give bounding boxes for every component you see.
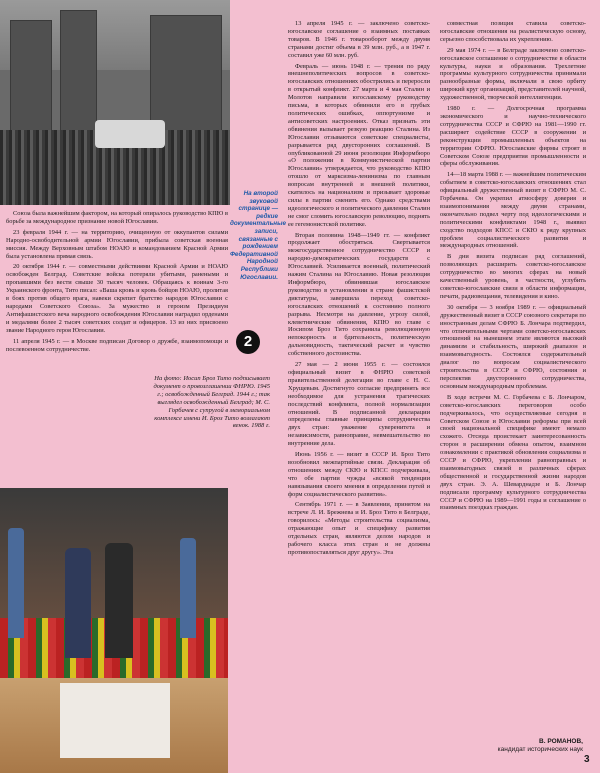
photo-caption: На фото: Иосип Броз Тито подписывает документ о провозглашении ФНРЮ. 1945 г.; освобожденный Белград. 1944 г.; так выглядел освобожденный Белград; М. С. Горбачев с супругой в мемориальном комплексе имени И. Броз Тито возлагают венок. 1988 г. bbox=[153, 375, 270, 430]
memorial-wreath-photo bbox=[0, 488, 228, 773]
left-paragraph: 11 апреля 1945 г. — в Москве подписан Договор о дружбе, взаимопомощи и послевоенном сотрудничестве. bbox=[6, 337, 228, 353]
left-paragraph: Союза была важнейшим фактором, на который опиралось руководство КПЮ в борьбе за международное признание новой Югославии. bbox=[6, 210, 228, 225]
middle-paragraph: 27 мая — 2 июня 1955 г. — состоялся официальный визит в ФНРЮ советской правительственной делегации во главе с Н. С. Хрущевым. Достигнуто согласие предпринять все необходимое для устранения трагических последствий конфликта, полной нормализации отношений. В подписанной декларации определены главные принципы сотрудничества двух стран: уважение суверенитета и независимости, равноправие, невмешательство во внутренние дела. bbox=[288, 361, 430, 448]
middle-paragraph: 13 апреля 1945 г. — заключено советско-югославское соглашение о взаимных поставках товаров. В 1946 г. товарооборот между двумя странами достиг объема в 39 млн. руб., а в 1947 г. составил уже 60 млн. руб. bbox=[288, 20, 430, 59]
middle-paragraph: Февраль — июнь 1948 г. — трения по ряду внешнеполитических вопросов в советско-югославских отношениях обострились и переросли в открытый конфликт. 27 марта и 4 мая Сталин и Молотов направили югославскому руководству письма, в которых обвинили его в грубых политических ошибках, оппортунизме и антисоветских настроениях. Отказ признать эти обвинения вызывает резкую реакцию Сталина. Из Югославии отзываются советские специалисты, разрывается ряд двусторонних соглашений. В опубликованной 29 июня резолюции Информбюро «О положении в Коммунистической партии Югославии» утверждается, что руководство КПЮ отошло от марксизма-ленинизма по главным вопросам внутренней и внешней политики, скатилось на национализм и призывает здоровые силы в партии сменить его. Однако средствами идеологического и политического давления Сталин не смог сломить югославскую революцию, поднять ее гегемонистской политике. bbox=[288, 62, 430, 228]
author-name: В. РОМАНОВ, bbox=[539, 738, 583, 745]
middle-paragraph: Июнь 1956 г. — визит в СССР И. Броз Тито возобновил межпартийные связи. Декларация об отношениях между СКЮ и КПСС подчеркивала, что обе партии чужды «всякой тенденции навязывания своего мнения в определении путей и форм социалистического развития». bbox=[288, 451, 430, 498]
sound-page-caption: На второй звуковой странице — редкие документальные записи, связанные с рождением Федеративной Народной Республики Югославии. bbox=[230, 190, 286, 281]
author-signature bbox=[445, 738, 583, 754]
belgrade-crowd-photo bbox=[0, 0, 230, 205]
sound-page-number-badge: 2 bbox=[236, 330, 260, 354]
right-paragraph: В ходе встречи М. С. Горбачева с Б. Лончаром, советско-югославских переговоров особо подчеркивалось, что осуществляемые сегодня в Советском Союзе и Югославии реформы при всей своей национальной специфике имеют немало схожего. Отсюда проистекает заинтересованность сторон в расширении обмена опытом, взаимном ознакомлении с практикой обновления социализма в СССР и СФРЮ, укреплении равноправных и взаимовыгодных связей в различных сферах общественной и государственной жизни народов двух стран. Э. А. Шеварднадзе и Б. Лончар подписали программу культурного сотрудничества СССР и СФРЮ на 1989—1991 годы и соглашение о взаимных поездках граждан. bbox=[440, 393, 586, 512]
left-paragraph: 23 февраля 1944 г. — на территорию, очищенную от оккупантов силами Народно-освободительной армии Югославии, прибыла советская военная миссия. Между Верховным штабом НОАЮ и командованием Красной Армии была установлена прямая связь. bbox=[6, 228, 228, 260]
author-title: кандидат исторических наук bbox=[497, 746, 583, 753]
right-paragraph: 30 октября — 3 ноября 1989 г. — официальный дружественный визит в СССР союзного секретаря по иностранным делам СФРЮ Б. Лончара подтвердил, что отличительными чертами советско-югославских отношений на нынешнем этапе являются высокий динамизм и стабильность, широкий диапазон и взаимовыгодность. Состоялся содержательный диалог по вопросам социалистического строительства в СССР и СФРЮ, состояния и перспектив двустороннего сотрудничества, основным международным проблемам. bbox=[440, 303, 586, 390]
right-paragraph: совместная позиция ставила советско-югославские отношения на реалистическую основу, серьезно способствовала их укреплению. bbox=[440, 20, 586, 43]
right-paragraph: 29 мая 1974 г. — в Белграде заключено советско-югославское соглашение о сотрудничестве в области культуры, науки и образования. Трехлетние программы культурного сотрудничества принимали разнообразные формы, включали в свою орбиту широкий круг организаций, представителей научной, художественной, творческой интеллигенции. bbox=[440, 46, 586, 102]
middle-column bbox=[288, 20, 430, 758]
left-paragraph: 20 октября 1944 г. — совместными действиями Красной Армии и НОАЮ освобожден Белград. Советские войска потеряли убитыми, ранеными и пропавшими без вести свыше 30 тысяч человек. Обращаясь к воинам 3-го Украинского фронта, Тито писал: «Ваша кровь и кровь бойцов НОАЮ, пролитая в боях против общего врага, навеки скрепит братство народов Югославии с народами Советского Союза». За мужество и героизм Президиум Антифашистского веча народного освобождения Югославии наградил орденами и медалями более 2 тысяч советских солдат и офицеров. 13 из них присвоено звание Народного героя Югославии. bbox=[6, 263, 228, 334]
page-number: 3 bbox=[584, 754, 590, 765]
middle-paragraph: Вторая половина 1948—1949 гг. — конфликт продолжает обостряться. Свертывается межгосударственное сотрудничество СССР и народно-демократических государств с Югославией. Усиливается военный, политический нажим Сталина на Югославию. Новая резолюция Информбюро, обвинявшая югославское руководство в установлении в стране фашистской диктатуры, завершила переход советско-югославских отношений к состоянию полного разрыва. Несмотря на давление, угрозу силой, клеветнические обвинения, КПЮ во главе с Иосипом Броз Тито сохранила революционную непокорность и бдительность, политическую дальновидность, тактический расчет и чувство собственного достоинства. bbox=[288, 231, 430, 358]
left-column bbox=[6, 210, 228, 485]
right-paragraph: 1980 г. — Долгосрочная программа экономического и научно-технического сотрудничества СССР и СФРЮ на 1981—1990 гг. расширяет содействие СССР в сооружении и реконструкции промышленных объектов на территории СФРЮ. Югославские фирмы строят в Советском Союзе предприятия промышленности и сферы обслуживания. bbox=[440, 105, 586, 168]
middle-paragraph: Сентябрь 1971 г. — в Заявлении, принятом на встрече Л. И. Брежнева и И. Броз Тито в Белграде, говорилось: «Методы строительства социализма, отражающие опыт и специфику развития отдельных стран, являются делом народов и рабочего класса этих стран и не должны противопоставляться друг другу». Эта bbox=[288, 501, 430, 556]
right-column bbox=[440, 20, 586, 736]
right-paragraph: 14—18 марта 1988 г. — важнейшим политическим событием в советско-югославских отношениях стал официальный дружественный визит в СФРЮ М. С. Горбачева. Он укрепил атмосферу доверия и взаимопонимания между двумя странами, окончательно подвел черту под идеологическими и политическими конфликтами 1948 г., выявил сходство подходов КПСС и СКЮ к ряду крупных проблем социалистического развития и международных отношений. bbox=[440, 171, 586, 250]
right-paragraph: В дни визита подписан ряд соглашений, позволяющих расширить советско-югославское сотрудничество во многих сферах на новый качественный уровень, в частности, углубить советско-югославские связи в области информации, печати, радиовещания, телевидения и кино. bbox=[440, 253, 586, 300]
